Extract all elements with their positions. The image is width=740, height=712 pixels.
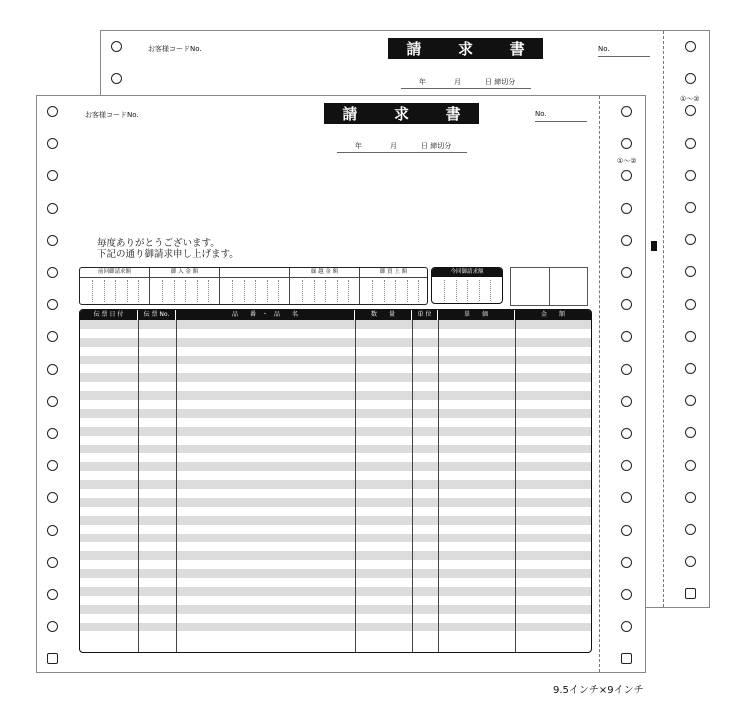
tractor-feed-hole — [621, 138, 632, 149]
tractor-feed-hole — [47, 525, 58, 536]
square-feed-hole — [685, 588, 696, 599]
copy-label: ①〜② — [617, 157, 637, 165]
title-char: 請 — [406, 40, 422, 58]
purchases-cell — [360, 278, 427, 304]
purchases-header: 御 買 上 額 — [379, 269, 408, 275]
adjustment-cell — [220, 278, 290, 304]
tractor-feed-hole — [621, 299, 632, 310]
tractor-feed-hole — [47, 299, 58, 310]
tractor-feed-hole — [47, 106, 58, 117]
month-label: 月 — [390, 142, 397, 150]
greeting-line: 下記の通り御請求申し上げます。 — [97, 249, 239, 260]
day-closing-label: 日 締切分 — [421, 142, 452, 150]
tractor-feed-hole — [47, 396, 58, 407]
tractor-feed-hole — [47, 235, 58, 246]
year-label: 年 — [419, 78, 426, 86]
tractor-feed-hole — [47, 170, 58, 181]
tractor-feed-hole — [621, 170, 632, 181]
tractor-feed-hole — [47, 138, 58, 149]
tractor-feed-hole — [685, 170, 696, 181]
payment-received-header: 御 入 金 額 — [150, 268, 220, 277]
no-label: No. — [535, 110, 547, 118]
month-label: 月 — [454, 78, 461, 86]
tractor-feed-hole — [621, 364, 632, 375]
tractor-feed-hole — [47, 428, 58, 439]
col-slip-date: 伝 票 日 付 — [80, 310, 138, 320]
tractor-feed-hole — [685, 460, 696, 471]
stamp-box — [510, 267, 588, 306]
invoice-title — [388, 38, 543, 59]
current-billed-header: 今回御請求額 — [432, 268, 502, 277]
stamp-cell — [511, 268, 550, 305]
square-feed-hole — [621, 653, 632, 664]
tractor-feed-hole — [621, 267, 632, 278]
summary-value-row — [80, 278, 427, 304]
tractor-feed-hole — [685, 299, 696, 310]
day-closing-label: 日 締切分 — [485, 78, 516, 86]
title-char: 請 — [342, 105, 358, 123]
title-char: 書 — [509, 40, 525, 58]
tractor-feed-hole — [47, 331, 58, 342]
summary-amounts-box — [79, 267, 428, 305]
tractor-feed-hole — [47, 557, 58, 568]
tractor-feed-hole — [685, 363, 696, 374]
no-underline — [598, 56, 650, 57]
col-quantity: 数 量 — [355, 310, 412, 320]
tractor-feed-hole — [47, 492, 58, 503]
tractor-feed-hole — [111, 41, 122, 52]
previous-billed-cell — [80, 278, 150, 304]
copy-label: ①〜② — [680, 95, 700, 103]
tractor-feed-hole — [685, 73, 696, 84]
title-char: 書 — [445, 105, 461, 123]
customer-code-label: お客様コードNo. — [148, 45, 202, 53]
tractor-feed-hole — [47, 460, 58, 471]
perforation-line — [599, 96, 600, 672]
tractor-feed-hole — [621, 621, 632, 632]
tractor-feed-hole — [685, 234, 696, 245]
stamp-cell — [550, 268, 588, 305]
tractor-feed-hole — [47, 267, 58, 278]
tractor-feed-hole — [685, 524, 696, 535]
col-amount: 金 額 — [540, 311, 565, 318]
front-invoice-sheet — [36, 95, 646, 673]
tractor-feed-hole — [621, 331, 632, 342]
tractor-feed-hole — [47, 621, 58, 632]
edge-mark — [651, 241, 657, 251]
col-unit: 単 位 — [412, 310, 438, 320]
tractor-feed-hole — [47, 364, 58, 375]
tractor-feed-hole — [685, 138, 696, 149]
tractor-feed-hole — [685, 556, 696, 567]
tractor-feed-hole — [685, 41, 696, 52]
year-label: 年 — [355, 142, 362, 150]
date-line — [355, 141, 451, 151]
tractor-feed-hole — [685, 331, 696, 342]
title-char: 求 — [457, 40, 473, 58]
line-items-table — [79, 309, 592, 653]
tractor-feed-hole — [111, 73, 122, 84]
invoice-title — [324, 103, 479, 124]
tractor-feed-hole — [621, 106, 632, 117]
previous-billed-header: 前回御請求額 — [80, 268, 150, 277]
square-feed-hole — [47, 653, 58, 664]
tractor-feed-hole — [685, 202, 696, 213]
payment-received-cell — [150, 278, 220, 304]
summary-header-row — [80, 268, 427, 278]
col-item-name: 品 番 ・ 品 名 — [176, 310, 355, 320]
tractor-feed-hole — [47, 589, 58, 600]
customer-code-label: お客様コードNo. — [85, 111, 139, 119]
no-underline — [535, 121, 587, 122]
tractor-feed-hole — [47, 203, 58, 214]
tractor-feed-hole — [621, 492, 632, 503]
greeting-line: 毎度ありがとうございます。 — [97, 238, 220, 249]
carried-over-cell — [290, 278, 360, 304]
tractor-feed-hole — [685, 492, 696, 503]
tractor-feed-hole — [685, 427, 696, 438]
tractor-feed-hole — [685, 395, 696, 406]
date-underline — [337, 152, 467, 153]
greeting-text — [97, 238, 239, 260]
current-billed-box — [431, 267, 503, 304]
table-body — [80, 320, 591, 652]
tractor-feed-hole — [621, 589, 632, 600]
table-header — [80, 310, 591, 320]
tractor-feed-hole — [621, 460, 632, 471]
col-slip-no: 伝 票 No. — [138, 310, 176, 320]
size-note: 9.5インチ×9インチ — [553, 685, 644, 696]
date-underline — [401, 88, 531, 89]
tractor-feed-hole — [621, 428, 632, 439]
adjustment-header — [220, 268, 290, 277]
tractor-feed-hole — [621, 235, 632, 246]
tractor-feed-hole — [621, 525, 632, 536]
carried-over-header: 繰 越 金 額 — [290, 268, 360, 277]
perforation-line — [663, 31, 664, 607]
tractor-feed-hole — [685, 266, 696, 277]
title-char: 求 — [393, 105, 409, 123]
col-unit-price: 単 価 — [438, 310, 515, 320]
date-line — [419, 77, 515, 87]
tractor-feed-hole — [621, 396, 632, 407]
tractor-feed-hole — [621, 203, 632, 214]
tractor-feed-hole — [621, 557, 632, 568]
no-label: No. — [598, 45, 610, 53]
tractor-feed-hole — [685, 105, 696, 116]
